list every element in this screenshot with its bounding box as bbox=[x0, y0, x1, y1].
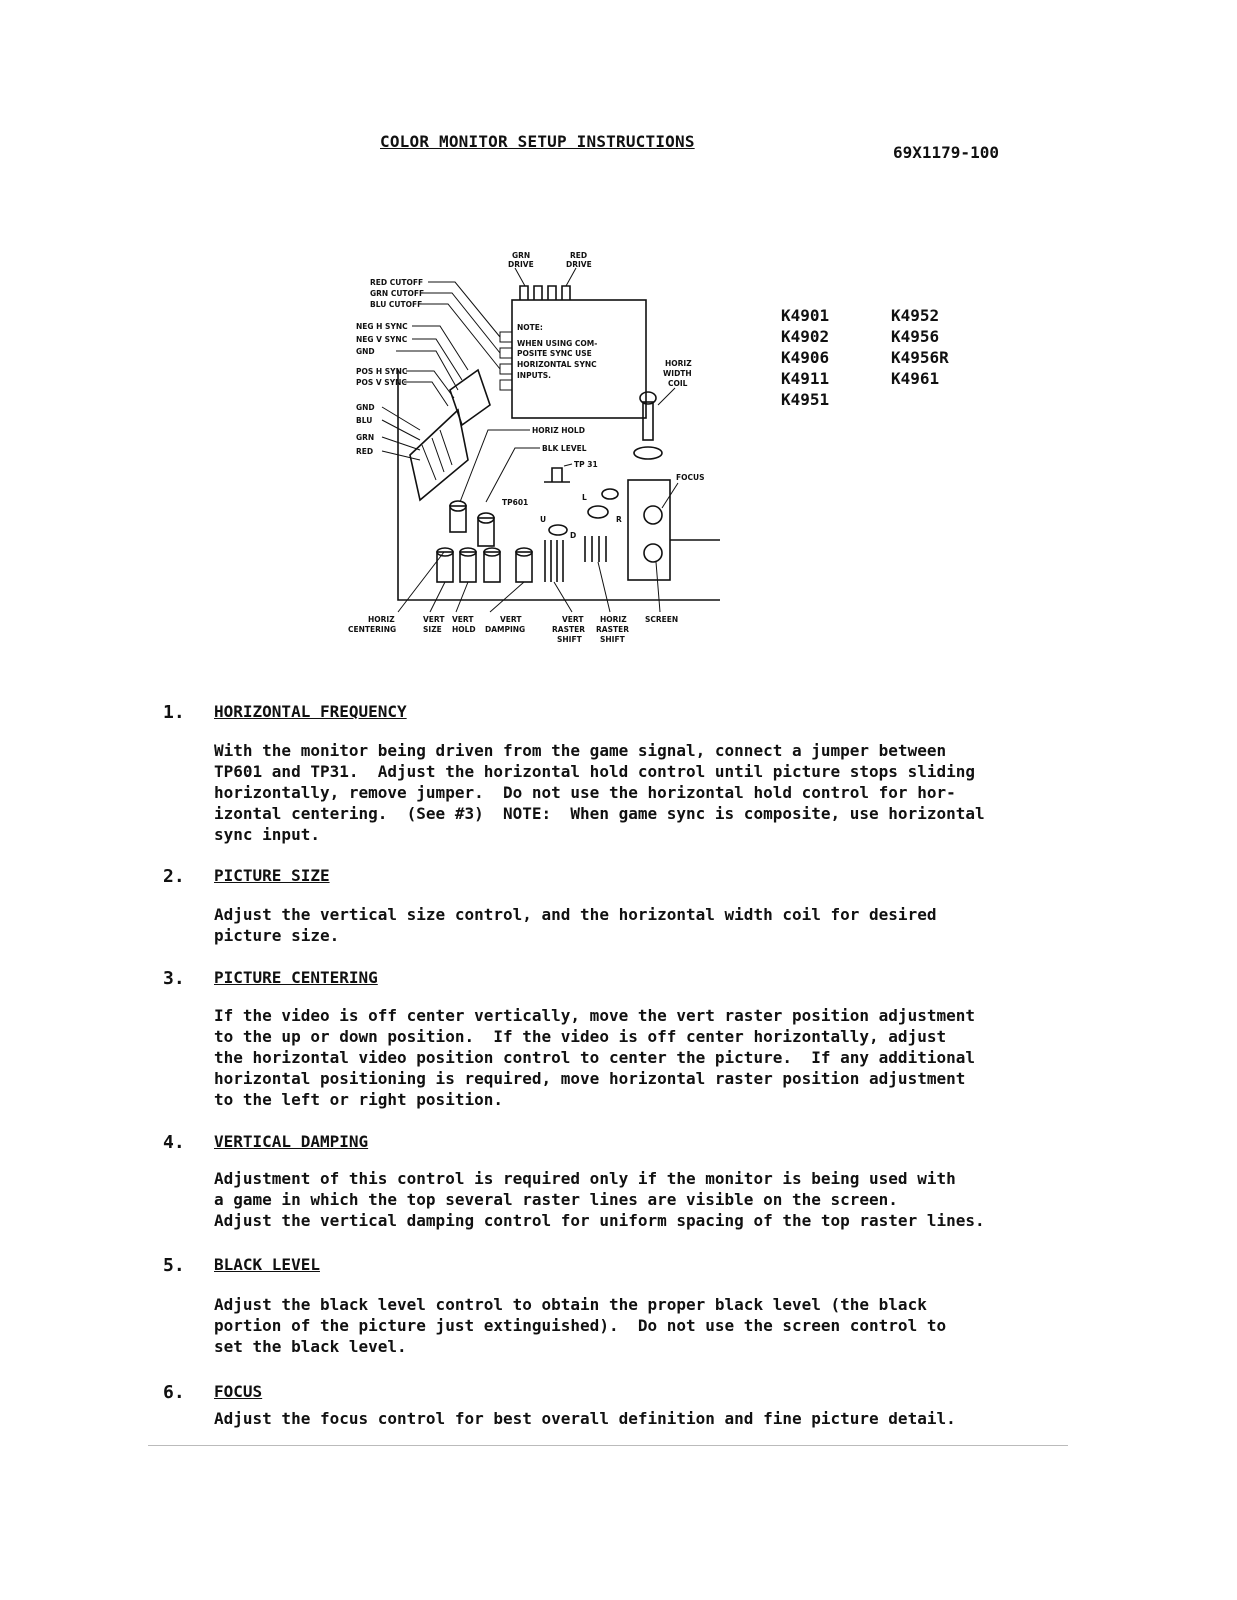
diagram-label: GRN bbox=[356, 433, 375, 442]
diagram-label: FOCUS bbox=[676, 473, 705, 482]
bottom-label: VERT bbox=[423, 615, 445, 624]
diagram-label: POS V SYNC bbox=[356, 378, 407, 387]
diagram-label: RED CUTOFF bbox=[370, 278, 424, 287]
horiz-raster-switch bbox=[585, 536, 606, 562]
model-number: K4906 bbox=[781, 348, 830, 367]
diagram-label: BLK LEVEL bbox=[542, 444, 587, 453]
note-text: INPUTS. bbox=[517, 371, 552, 380]
module-box bbox=[512, 300, 646, 418]
note-text: NOTE: bbox=[517, 323, 543, 332]
red-drive-pot bbox=[548, 286, 570, 300]
section-heading: FOCUS bbox=[214, 1382, 263, 1401]
section-heading: HORIZONTAL FREQUENCY bbox=[214, 702, 407, 721]
diagram-label: HORIZ bbox=[665, 359, 692, 368]
diagram-mark: U bbox=[540, 515, 547, 524]
section-heading: BLACK LEVEL bbox=[214, 1255, 320, 1274]
diagram-mark: R bbox=[616, 515, 622, 524]
footer-rule bbox=[148, 1445, 1068, 1446]
note-text: WHEN USING COM- bbox=[517, 339, 598, 348]
note-text: HORIZONTAL SYNC bbox=[517, 360, 597, 369]
diagram-label: BLU CUTOFF bbox=[370, 300, 423, 309]
model-list-col1 bbox=[781, 305, 829, 410]
bottom-label: VERT bbox=[500, 615, 522, 624]
diagram-label: NEG H SYNC bbox=[356, 322, 408, 331]
diagram-label: GND bbox=[356, 347, 375, 356]
bottom-label: VERT bbox=[562, 615, 584, 624]
diagram-label: DRIVE bbox=[508, 260, 534, 269]
page-title: COLOR MONITOR SETUP INSTRUCTIONS bbox=[380, 132, 695, 151]
section-heading: PICTURE CENTERING bbox=[214, 968, 378, 987]
model-number: K4956 bbox=[891, 327, 940, 346]
monitor-board-diagram bbox=[340, 240, 730, 660]
video-connector bbox=[410, 410, 468, 500]
diagram-label: GRN CUTOFF bbox=[370, 289, 425, 298]
note-text: POSITE SYNC USE bbox=[517, 349, 592, 358]
sync-connector bbox=[450, 370, 490, 425]
section-number: 1. bbox=[163, 702, 185, 723]
bottom-label: VERT bbox=[452, 615, 474, 624]
document-number: 69X1179-100 bbox=[893, 143, 999, 162]
model-number: K4961 bbox=[891, 369, 940, 388]
section-number: 5. bbox=[163, 1255, 185, 1276]
bottom-label: SHIFT bbox=[600, 635, 625, 644]
tp601 bbox=[544, 468, 570, 482]
bottom-label: SCREEN bbox=[645, 615, 679, 624]
model-number: K4951 bbox=[781, 390, 830, 409]
model-number: K4952 bbox=[891, 306, 940, 325]
diagram-label: GRN bbox=[512, 251, 531, 260]
diagram-label: GND bbox=[356, 403, 375, 412]
section-heading: PICTURE SIZE bbox=[214, 866, 330, 885]
grn-drive-pot bbox=[520, 286, 542, 300]
model-list-col2 bbox=[891, 305, 949, 389]
focus-control bbox=[644, 506, 662, 524]
section-body: If the video is off center vertically, move the vert raster position adjustment to the up or down position. If the video is off center horizontally, adjust the horizontal video position control to center the picture. If any additional horizontal positioning is required, move horizontal raster position adjustment to the left or right position. bbox=[214, 1006, 975, 1109]
bottom-label: RASTER bbox=[552, 625, 585, 634]
section-body: Adjust the focus control for best overall definition and fine picture detail. bbox=[214, 1409, 956, 1428]
section-heading: VERTICAL DAMPING bbox=[214, 1132, 369, 1151]
focus-screen-block bbox=[628, 480, 670, 580]
section-number: 6. bbox=[163, 1382, 185, 1403]
section-body: Adjustment of this control is required only if the monitor is being used with a game in which the top several raster lines are visible on the screen. Adjust the vertical damping control for uniform spacing of the top raster lines. bbox=[214, 1169, 985, 1230]
bottom-label: CENTERING bbox=[348, 625, 397, 634]
model-number: K4956R bbox=[891, 348, 949, 367]
diagram-label: DRIVE bbox=[566, 260, 592, 269]
model-number: K4911 bbox=[781, 369, 830, 388]
screen-control bbox=[644, 544, 662, 562]
diagram-label: BLU bbox=[356, 416, 373, 425]
diagram-label: RED bbox=[356, 447, 374, 456]
diagram-label: POS H SYNC bbox=[356, 367, 408, 376]
bottom-label: HORIZ bbox=[600, 615, 627, 624]
diagram-label: TP 31 bbox=[574, 460, 598, 469]
model-number: K4902 bbox=[781, 327, 830, 346]
bottom-label: HORIZ bbox=[368, 615, 395, 624]
bottom-label: SHIFT bbox=[557, 635, 582, 644]
bottom-label: RASTER bbox=[596, 625, 629, 634]
vert-raster-switch bbox=[545, 540, 563, 582]
section-number: 3. bbox=[163, 968, 185, 989]
diagram-label: COIL bbox=[668, 379, 688, 388]
diagram-label: TP601 bbox=[502, 498, 529, 507]
horiz-width-coil bbox=[643, 402, 653, 440]
model-number: K4901 bbox=[781, 306, 830, 325]
chassis-outline bbox=[398, 370, 720, 600]
bottom-label: SIZE bbox=[423, 625, 442, 634]
diagram-label: NEG V SYNC bbox=[356, 335, 408, 344]
bottom-label: DAMPING bbox=[485, 625, 526, 634]
diagram-mark: L bbox=[582, 493, 587, 502]
diagram-label: RED bbox=[570, 251, 588, 260]
diagram-label: WIDTH bbox=[663, 369, 692, 378]
bottom-label: HOLD bbox=[452, 625, 476, 634]
section-body: With the monitor being driven from the game signal, connect a jumper between TP601 and TP31. Adjust the horizontal hold control until picture stops sliding horizontally, remove jumper. Do not use the horizontal hold control for hor- izontal centering. (See #3) NOTE: When game sync is composite, use horizontal sync input. bbox=[214, 741, 985, 844]
section-body: Adjust the vertical size control, and the horizontal width coil for desired picture size. bbox=[214, 905, 937, 945]
section-body: Adjust the black level control to obtain the proper black level (the black portion of the picture just extinguished). Do not use the screen control to set the black level. bbox=[214, 1295, 947, 1356]
section-number: 2. bbox=[163, 866, 185, 887]
diagram-mark: D bbox=[570, 531, 577, 540]
diagram-label: HORIZ HOLD bbox=[532, 426, 585, 435]
section-number: 4. bbox=[163, 1132, 185, 1153]
